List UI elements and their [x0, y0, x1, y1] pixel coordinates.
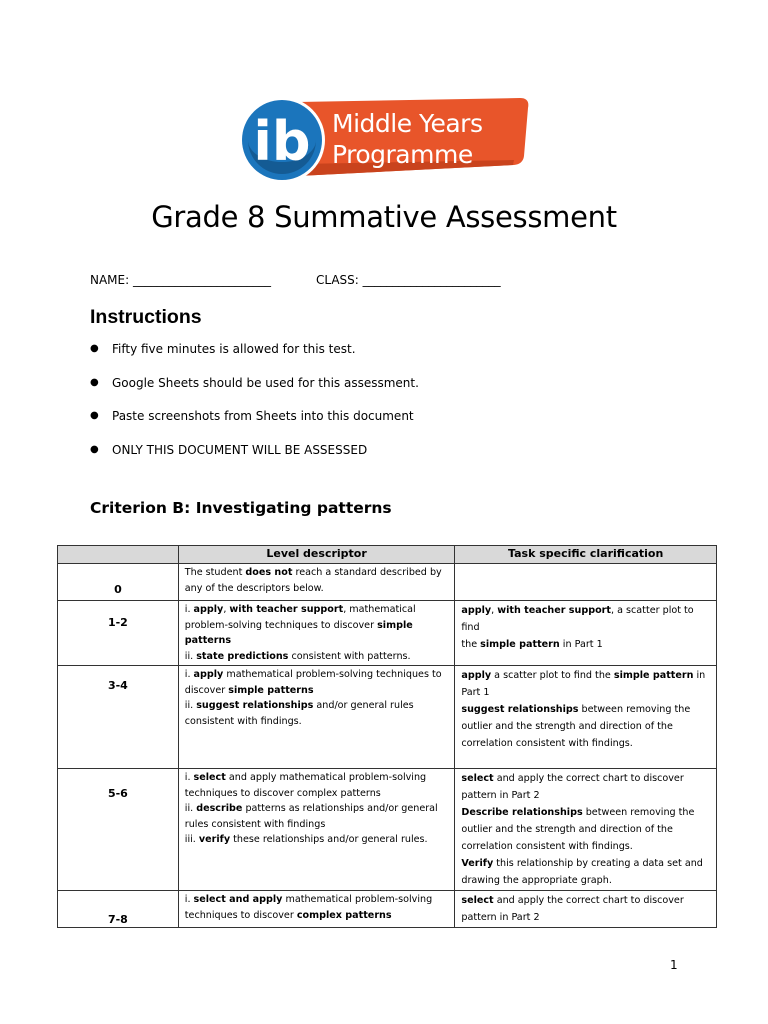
table-row	[58, 769, 717, 891]
logo-wordmark	[332, 108, 482, 170]
cell-text-line: ii. state predictions consistent with patterns.	[184, 650, 411, 662]
cell-text-line: apply, with teacher support, a scatter plot to find	[461, 605, 694, 633]
instruction-item: ● Fifty five minutes is allowed for this test.	[90, 342, 356, 356]
instructions-heading: Instructions	[90, 306, 202, 328]
cell-text-line: patterns	[184, 635, 232, 646]
cell-text-line: ii. describe patterns as relationships and/or general	[184, 803, 438, 814]
descriptor-cell	[178, 769, 455, 891]
cell-text-line: pattern in Part 2	[461, 912, 540, 923]
table-row	[58, 891, 717, 928]
cell-text-line: select and apply the correct chart to discover	[461, 895, 684, 906]
cell-text-line: i. apply, with teacher support, mathematical	[184, 604, 416, 615]
logo-line-2: Programme	[332, 140, 473, 169]
header-level	[58, 546, 179, 564]
bullet-icon: ●	[90, 376, 99, 388]
descriptor-cell	[178, 601, 455, 666]
level-cell: 3-4	[58, 666, 179, 769]
cell-text-line: techniques to discover complex patterns	[184, 787, 381, 799]
document-title: Grade 8 Summative Assessment	[151, 200, 617, 234]
table-row	[58, 601, 717, 666]
cell-text-line: Verify this relationship by creating a data set and	[461, 858, 703, 869]
cell-text-line: correlation consistent with findings.	[461, 841, 633, 852]
cell-text-line: i. apply mathematical problem-solving techniques to	[184, 669, 442, 680]
name-field: NAME: _______________________	[90, 273, 271, 287]
level-cell: 5-6	[58, 769, 179, 891]
cell-text-line: outlier and the strength and direction of the	[461, 721, 673, 732]
instruction-item: ● Paste screenshots from Sheets into this document	[90, 409, 414, 423]
page-number: 1	[670, 958, 678, 972]
cell-text-line: discover simple patterns	[184, 684, 314, 696]
cell-text-line: Describe relationships between removing the	[461, 807, 695, 818]
cell-text-line: consistent with findings.	[184, 715, 302, 727]
logo-line-1: Middle Years	[332, 109, 483, 138]
level-cell: 7-8	[58, 891, 179, 928]
cell-text-line: pattern in Part 2	[461, 790, 540, 801]
cell-text-line: the simple pattern in Part 1	[461, 639, 603, 650]
clarification-cell	[455, 564, 717, 601]
cell-text-line: any of the descriptors below.	[184, 582, 324, 594]
criterion-heading: Criterion B: Investigating patterns	[90, 499, 392, 517]
cell-text-line: i. select and apply mathematical problem-solving	[184, 772, 427, 783]
level-cell: 1-2	[58, 601, 179, 666]
header-level-descriptor: Level descriptor	[178, 546, 455, 564]
instructions-list	[90, 341, 419, 475]
cell-text-line: suggest relationships between removing the	[461, 704, 691, 715]
header-task-clarification: Task specific clarification	[455, 546, 717, 564]
cell-text-line: outlier and the strength and direction of the	[461, 824, 673, 835]
clarification-cell	[455, 891, 717, 928]
descriptor-cell	[178, 891, 455, 928]
descriptor-cell	[178, 564, 455, 601]
level-cell: 0	[58, 564, 179, 601]
cell-text-line: i. select and apply mathematical problem-solving	[184, 894, 433, 905]
clarification-cell	[455, 666, 717, 769]
rubric-table	[57, 545, 717, 928]
bullet-icon: ●	[90, 343, 99, 354]
cell-text-line: correlation consistent with findings.	[461, 738, 633, 749]
cell-text-line: apply a scatter plot to find the simple pattern in	[461, 670, 706, 681]
clarification-cell	[455, 601, 717, 666]
bullet-icon: ●	[90, 443, 99, 455]
instruction-item: ● Google Sheets should be used for this assessment.	[90, 375, 419, 390]
instruction-item: ● ONLY THIS DOCUMENT WILL BE ASSESSED	[90, 442, 368, 457]
logo-letter: ib	[253, 110, 311, 173]
table-header-row	[58, 546, 717, 564]
bullet-icon: ●	[90, 410, 99, 421]
cell-text-line: select and apply the correct chart to discover	[461, 773, 684, 784]
clarification-cell	[455, 769, 717, 891]
cell-text-line: techniques to discover complex patterns	[184, 909, 392, 921]
class-field: CLASS: _______________________	[316, 273, 501, 287]
table-row	[58, 666, 717, 769]
table-row	[58, 564, 717, 601]
descriptor-cell	[178, 666, 455, 769]
cell-text-line: problem-solving techniques to discover simple	[184, 619, 413, 631]
cell-text-line: Part 1	[461, 687, 490, 698]
cell-text-line: The student does not reach a standard described by	[184, 567, 442, 578]
cell-text-line: drawing the appropriate graph.	[461, 875, 612, 886]
cell-text-line: ii. suggest relationships and/or general rules	[184, 700, 414, 711]
cell-text-line: rules consistent with findings	[184, 818, 326, 830]
cell-text-line: iii. verify these relationships and/or general rules.	[184, 834, 428, 845]
